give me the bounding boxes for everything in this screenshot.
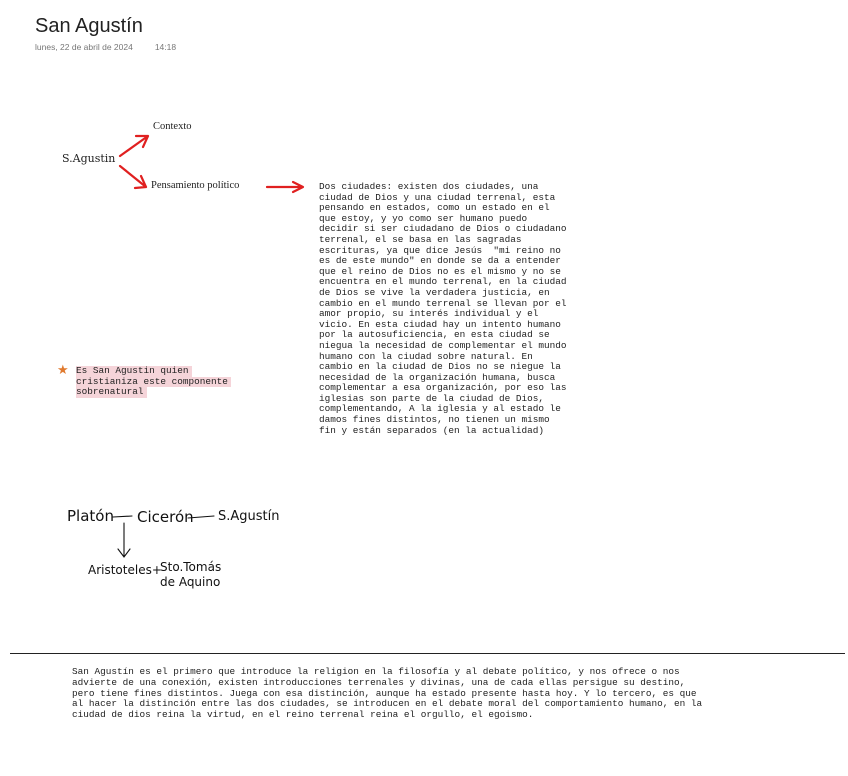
- politics-text-line: que estoy, y yo como ser humano puedo: [319, 212, 528, 224]
- politics-text-line: cambio en el mundo terrenal se llevan por el: [319, 297, 567, 309]
- politics-text-line: de Dios se vive la verdadera justicia, en: [319, 286, 550, 298]
- politics-text-line: Dos ciudades: existen dos ciudades, una: [319, 181, 539, 192]
- lineage-tomas-line1: Sto.Tomás: [160, 560, 222, 574]
- summary-line: al hacer la distinción entre las dos ciudades, se introducen en el debate moral del comportamiento humano, en la: [72, 698, 703, 710]
- politics-text-line: amor propio, su interés individual y el: [319, 308, 539, 320]
- politics-text-line: cambio en la ciudad de Dios no se niegue la: [319, 361, 561, 373]
- line-platon-ciceron: [113, 516, 132, 517]
- arrow-to-text: [267, 182, 303, 192]
- politics-text-line: decidir si ser ciudadano de Dios o ciudadano: [319, 223, 567, 235]
- summary-line: pero tiene fines distintos. Juega con esa distinción, aunque ha estado presente hasta hoy. Y lo tercero, es que: [72, 687, 697, 699]
- politics-text-line: damos fines distintos, no tienen un mismo: [319, 414, 550, 426]
- note-line: Es San Agustin quien: [76, 366, 192, 377]
- lineage-tomas-line2: de Aquino: [160, 575, 221, 589]
- politics-text-line: iglesias son parte de la ciudad de Dios,: [319, 392, 545, 404]
- politics-text-line: terrenal, el se basa en las sagradas: [319, 233, 522, 245]
- politics-text-line: encuentra en el mundo terrenal, en la ciudad: [319, 276, 567, 288]
- highlighted-note: [76, 366, 231, 398]
- politics-text-line: es de este mundo" en donde se da a entender: [319, 255, 561, 267]
- summary-line: ciudad de dios reina la virtud, en el reino terrenal reina el orgullo, el egoismo.: [72, 709, 534, 721]
- summary-line: advierte de una conexión, existen introducciones terrenales y divinas, una de cada ellas persigue su destino,: [72, 676, 686, 688]
- page-timestamp: [35, 42, 176, 52]
- politics-text-line: fin y están separados (en la actualidad): [319, 424, 545, 436]
- politics-text-line: vicio. En esta ciudad hay un intento humano: [319, 318, 561, 330]
- politics-text-line: por la autosuficiencia, en esta ciudad se: [319, 329, 550, 341]
- lineage-ciceron: Cicerón: [137, 508, 194, 526]
- arrow-to-context: [120, 136, 148, 156]
- mindmap-branch-context: Contexto: [153, 121, 192, 132]
- politics-text: [319, 182, 569, 436]
- note-line: cristianiza este componente: [76, 377, 231, 388]
- politics-text-line: pensando en estados, como un estado en el: [319, 202, 550, 214]
- politics-text-line: complementando, A la iglesia y al estado le: [319, 403, 561, 415]
- note-line: sobrenatural: [76, 387, 147, 398]
- arrow-to-politics: [120, 166, 146, 188]
- mindmap-branch-politics: Pensamiento político: [151, 180, 240, 191]
- lineage-agustin: S.Agustín: [218, 509, 280, 524]
- politics-text-line: complementar a esa organización, por eso las: [319, 382, 567, 394]
- star-icon: ★: [57, 363, 69, 378]
- page-time: 14:18: [154, 42, 177, 52]
- lineage-platon: Platón: [67, 507, 114, 525]
- mindmap-root: S.Agustin: [62, 152, 116, 165]
- politics-text-line: necesidad de la organización humana, busca: [319, 371, 556, 383]
- page-title: San Agustín: [35, 15, 143, 37]
- politics-text-line: niegua la necesidad de complementar el mundo: [319, 339, 567, 351]
- page-date: lunes, 22 de abril de 2024: [35, 42, 133, 52]
- politics-text-line: escrituras, ya que dice Jesús "mi reino no: [319, 244, 561, 256]
- politics-text-line: humano con la ciudad sobre natural. En: [319, 350, 533, 362]
- politics-text-line: ciudad de Dios y una ciudad terrenal, esta: [319, 191, 556, 203]
- summary-line: San Agustín es el primero que introduce la religion en la filosofía y al debate político, y nos ofrece o nos: [72, 666, 680, 677]
- summary-text: [72, 667, 712, 721]
- lineage-aristoteles: Aristoteles+: [88, 563, 162, 577]
- politics-text-line: que el reino de Dios no es el mismo y no se: [319, 265, 561, 277]
- arrow-platon-aristoteles: [118, 523, 130, 557]
- section-divider: [10, 653, 845, 654]
